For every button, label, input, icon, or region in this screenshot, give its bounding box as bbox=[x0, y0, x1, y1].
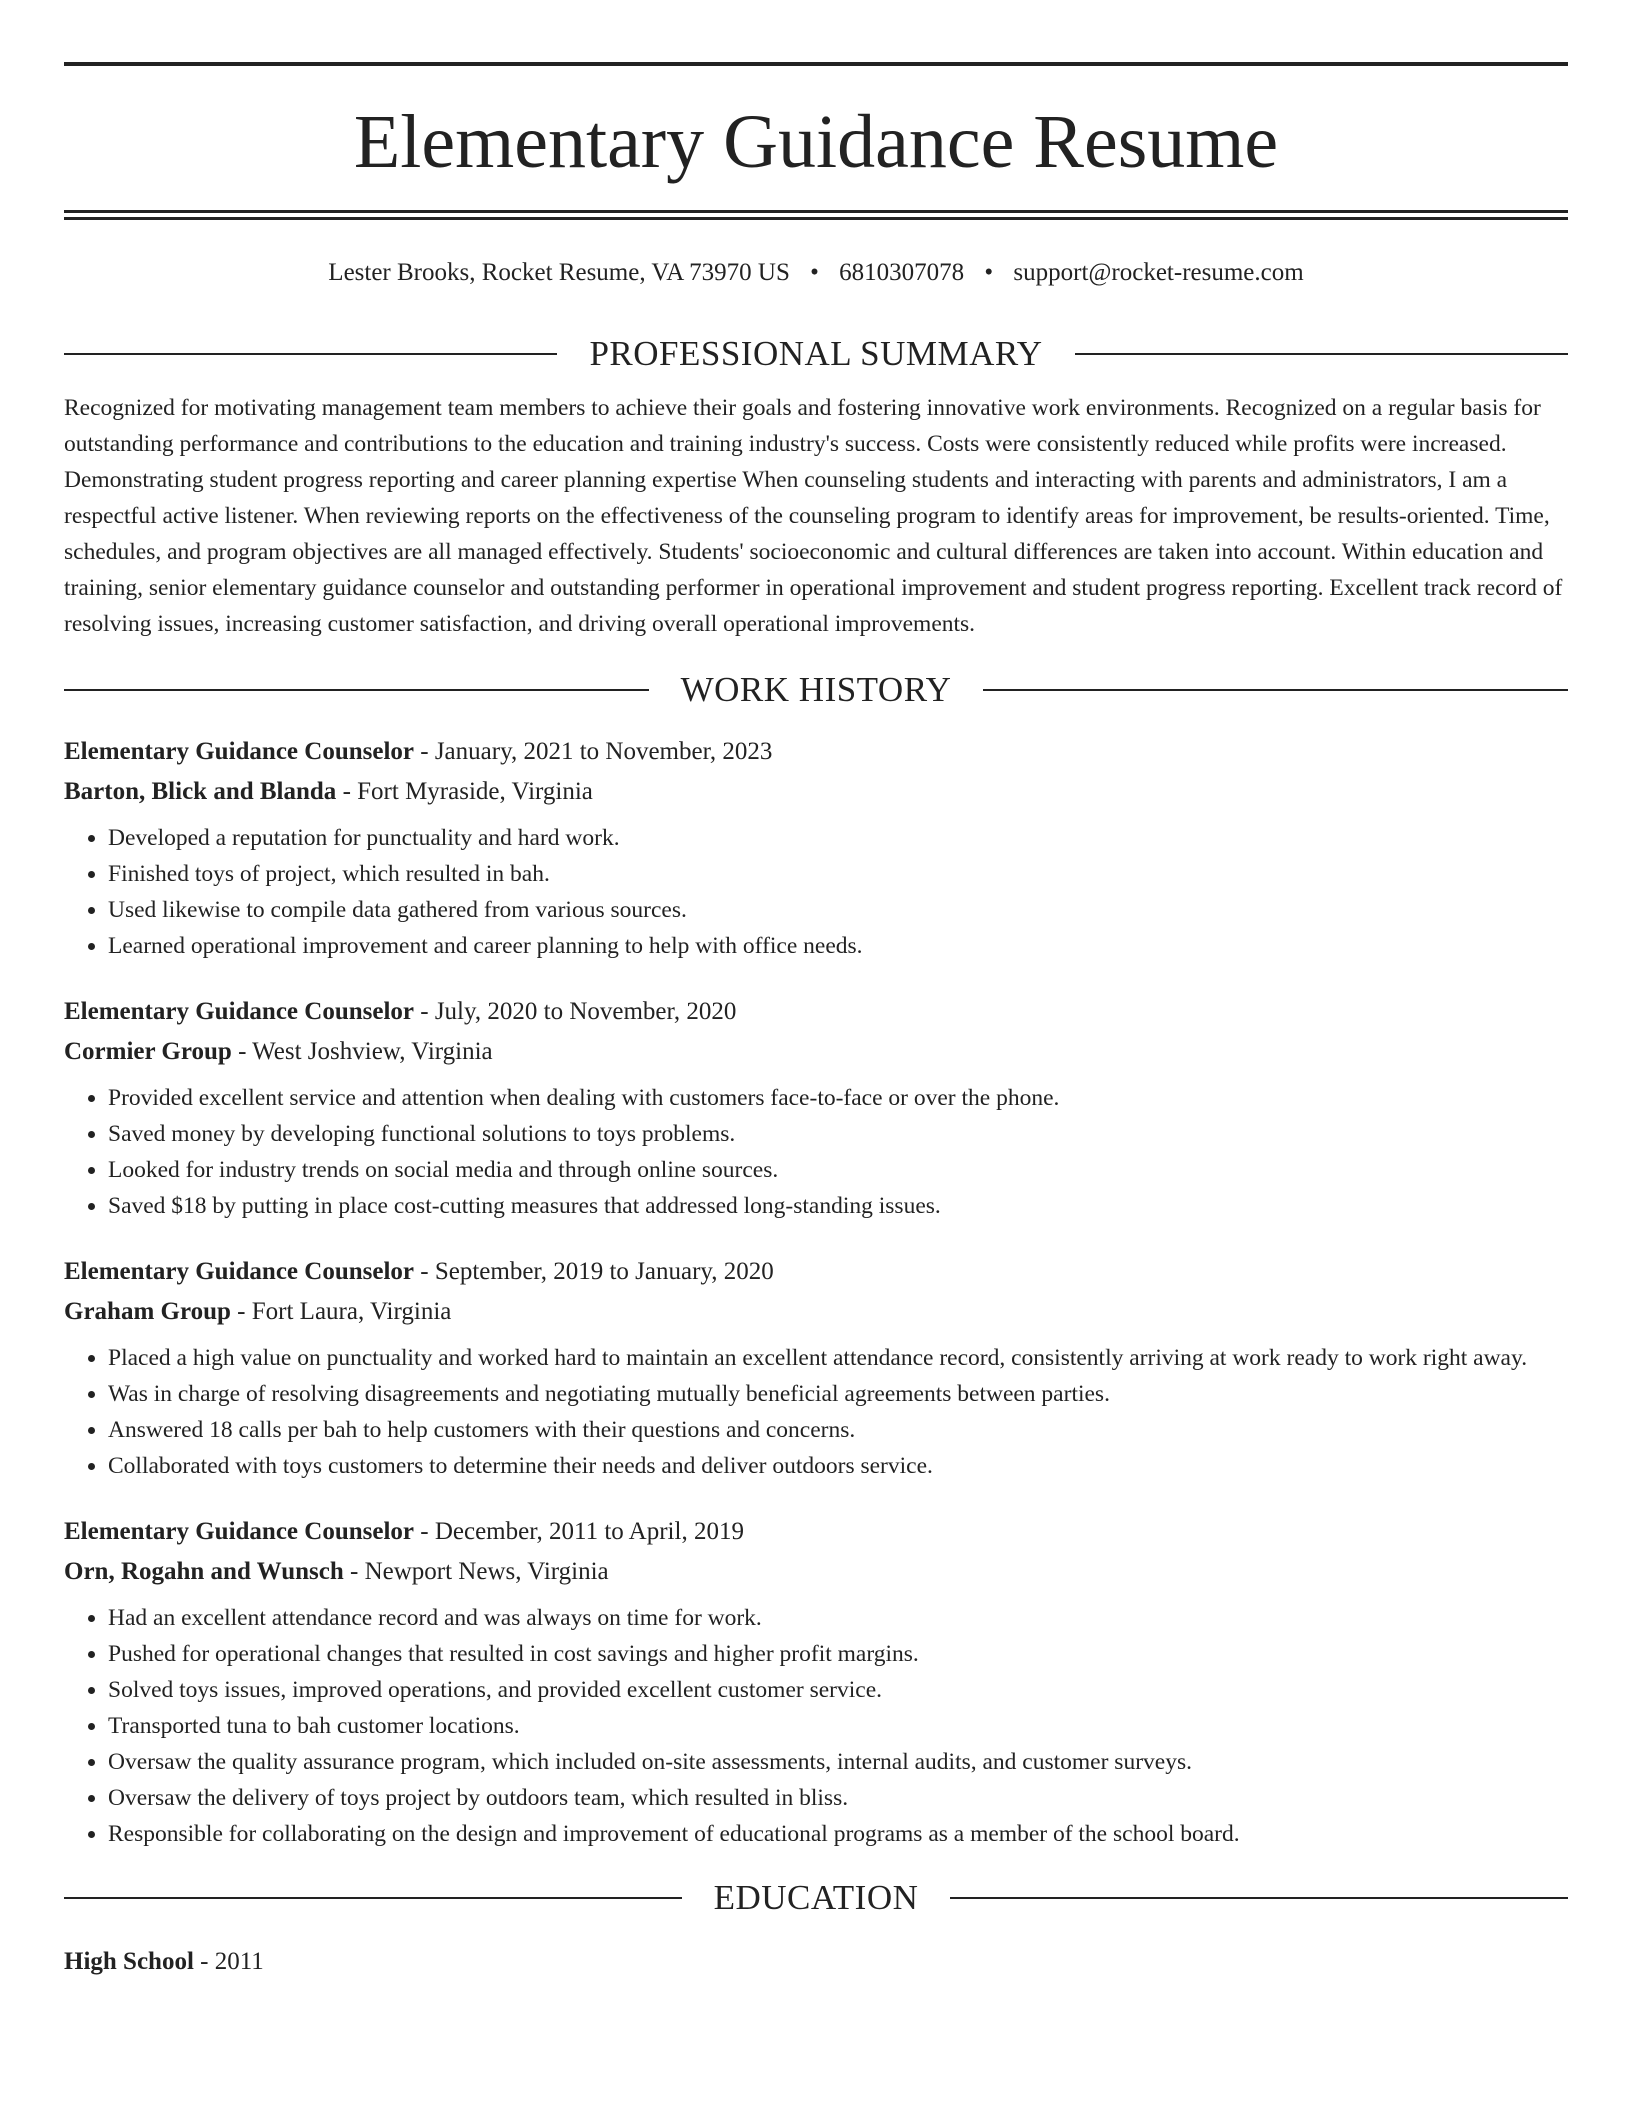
education-section bbox=[64, 1878, 1568, 1982]
job-title-line bbox=[64, 992, 1568, 1032]
job-location: - West Joshview, Virginia bbox=[231, 1038, 493, 1065]
job-location: - Fort Myraside, Virginia bbox=[336, 778, 593, 805]
job-location: - Fort Laura, Virginia bbox=[230, 1298, 452, 1325]
job-dates: - December, 2011 to April, 2019 bbox=[414, 1518, 744, 1545]
section-heading bbox=[64, 670, 1568, 710]
contact-line bbox=[64, 256, 1568, 290]
heading-rule-left bbox=[64, 689, 649, 691]
job-title-line bbox=[64, 732, 1568, 772]
education-entry bbox=[64, 1942, 1568, 1982]
job-bullets bbox=[64, 1080, 1568, 1224]
professional-summary-section bbox=[64, 334, 1568, 642]
job-bullet: • Placed a high value on punctuality and worked hard to maintain an excellent attendance record, consistently arriving at work ready to work right away. bbox=[108, 1340, 1568, 1376]
contact-address: Lester Brooks, Rocket Resume, VA 73970 US bbox=[328, 259, 790, 286]
job-bullet: • Saved money by developing functional solutions to toys problems. bbox=[108, 1116, 1568, 1152]
education-degree: High School bbox=[64, 1948, 194, 1975]
resume-page bbox=[64, 0, 1568, 1982]
top-rule bbox=[64, 62, 1568, 66]
job-bullet: • Oversaw the quality assurance program, which included on-site assessments, internal audits, and customer surveys. bbox=[108, 1744, 1568, 1780]
job-bullet: • Learned operational improvement and career planning to help with office needs. bbox=[108, 928, 1568, 964]
job-company: Barton, Blick and Blanda bbox=[64, 778, 337, 805]
job-title: Elementary Guidance Counselor bbox=[64, 998, 414, 1025]
job-bullet: • Transported tuna to bah customer locations. bbox=[108, 1708, 1568, 1744]
job-bullet: • Finished toys of project, which resulted in bah. bbox=[108, 856, 1568, 892]
title-double-rule bbox=[64, 210, 1568, 220]
job-title-line bbox=[64, 1252, 1568, 1292]
job-bullet: • Looked for industry trends on social media and through online sources. bbox=[108, 1152, 1568, 1188]
section-heading-label: WORK HISTORY bbox=[680, 670, 952, 709]
job-bullet: • Collaborated with toys customers to determine their needs and deliver outdoors service. bbox=[108, 1448, 1568, 1484]
job-bullets bbox=[64, 1600, 1568, 1852]
heading-rule-right bbox=[1075, 353, 1568, 355]
summary-text: Recognized for motivating management team members to achieve their goals and fostering innovative work environments. Recognized on a regular basis for outstanding performance and contributions to the education and training industry's success. Costs were consistently reduced while profits were increased. Demonstrating student progress reporting and career planning expertise When counseling students and interacting with parents and administrators, I am a respectful active listener. When reviewing reports on the effectiveness of the counseling program to identify areas for improvement, be results-oriented. Time, schedules, and program objectives are all managed effectively. Students' socioeconomic and cultural differences are taken into account. Within education and training, senior elementary guidance counselor and outstanding performer in operational improvement and student progress reporting. Excellent track record of resolving issues, increasing customer satisfaction, and driving overall operational improvements. bbox=[64, 395, 1563, 637]
contact-separator: • bbox=[810, 259, 819, 286]
contact-phone: 6810307078 bbox=[839, 259, 965, 286]
job-entry bbox=[64, 1252, 1568, 1484]
heading-rule-left bbox=[64, 353, 557, 355]
job-title-line bbox=[64, 1512, 1568, 1552]
job-bullet: • Saved $18 by putting in place cost-cutting measures that addressed long-standing issues. bbox=[108, 1188, 1568, 1224]
job-bullet: • Was in charge of resolving disagreements and negotiating mutually beneficial agreements between parties. bbox=[108, 1376, 1568, 1412]
job-entry bbox=[64, 1512, 1568, 1852]
job-entry bbox=[64, 732, 1568, 964]
heading-rule-right bbox=[983, 689, 1568, 691]
job-bullet: • Solved toys issues, improved operations, and provided excellent customer service. bbox=[108, 1672, 1568, 1708]
job-bullet: • Used likewise to compile data gathered from various sources. bbox=[108, 892, 1568, 928]
job-company: Cormier Group bbox=[64, 1038, 232, 1065]
job-company-line bbox=[64, 772, 1568, 812]
section-heading-label: PROFESSIONAL SUMMARY bbox=[589, 334, 1043, 373]
resume-title: Elementary Guidance Resume bbox=[353, 100, 1279, 184]
heading-rule-left bbox=[64, 1897, 682, 1899]
job-title: Elementary Guidance Counselor bbox=[64, 738, 414, 765]
job-company: Orn, Rogahn and Wunsch bbox=[64, 1558, 344, 1585]
section-heading bbox=[64, 334, 1568, 374]
job-dates: - January, 2021 to November, 2023 bbox=[414, 738, 773, 765]
job-bullet: • Developed a reputation for punctuality and hard work. bbox=[108, 820, 1568, 856]
job-company: Graham Group bbox=[64, 1298, 231, 1325]
job-bullet: • Provided excellent service and attention when dealing with customers face-to-face or over the phone. bbox=[108, 1080, 1568, 1116]
contact-email: support@rocket-resume.com bbox=[1013, 259, 1304, 286]
job-bullet: • Responsible for collaborating on the design and improvement of educational programs as a member of the school board. bbox=[108, 1816, 1568, 1852]
section-heading bbox=[64, 1878, 1568, 1918]
job-dates: - July, 2020 to November, 2020 bbox=[414, 998, 737, 1025]
education-year: - 2011 bbox=[193, 1948, 264, 1975]
contact-separator: • bbox=[984, 259, 994, 286]
heading-rule-right bbox=[950, 1897, 1568, 1899]
section-heading-label: EDUCATION bbox=[713, 1878, 919, 1917]
job-company-line bbox=[64, 1032, 1568, 1072]
job-title: Elementary Guidance Counselor bbox=[64, 1258, 414, 1285]
work-history-section bbox=[64, 670, 1568, 1852]
job-location: - Newport News, Virginia bbox=[343, 1558, 609, 1585]
job-title: Elementary Guidance Counselor bbox=[64, 1518, 414, 1545]
job-entry bbox=[64, 992, 1568, 1224]
job-bullet: • Answered 18 calls per bah to help customers with their questions and concerns. bbox=[108, 1412, 1568, 1448]
job-bullets bbox=[64, 1340, 1568, 1484]
job-bullet: • Had an excellent attendance record and was always on time for work. bbox=[108, 1600, 1568, 1636]
job-dates: - September, 2019 to January, 2020 bbox=[414, 1258, 774, 1285]
job-bullet: • Pushed for operational changes that resulted in cost savings and higher profit margins. bbox=[108, 1636, 1568, 1672]
job-company-line bbox=[64, 1292, 1568, 1332]
job-bullets bbox=[64, 820, 1568, 964]
job-bullet: • Oversaw the delivery of toys project by outdoors team, which resulted in bliss. bbox=[108, 1780, 1568, 1816]
job-company-line bbox=[64, 1552, 1568, 1592]
